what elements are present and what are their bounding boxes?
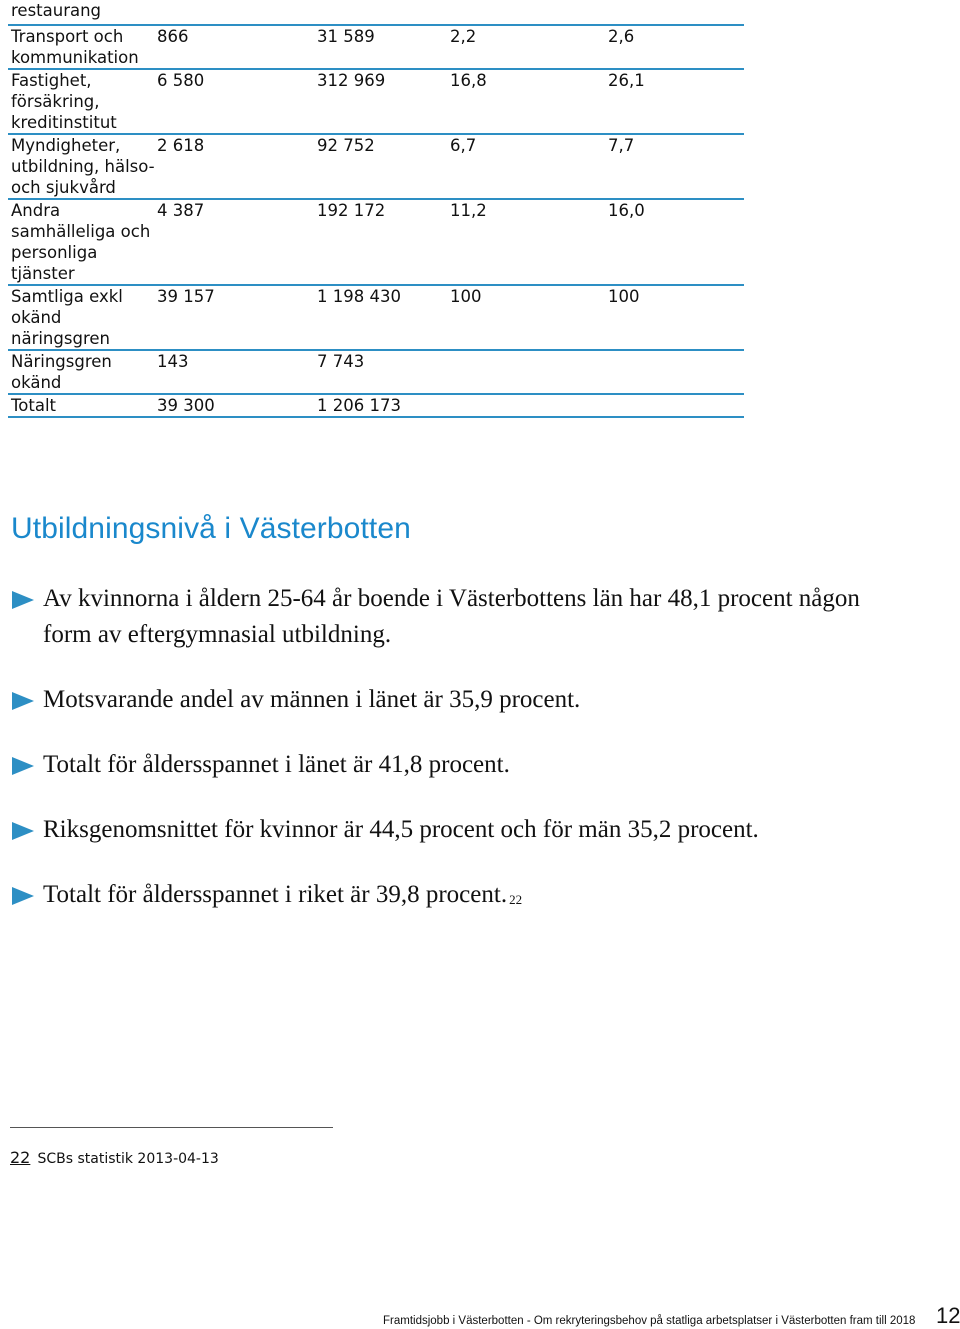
cell-pct-b: 100: [608, 285, 744, 350]
section-heading: Utbildningsnivå i Västerbotten: [11, 512, 411, 545]
table-row: [8, 0, 744, 25]
row-label: Fastighet, försäkring, kreditinstitut: [8, 69, 157, 134]
row-label: restaurang: [8, 0, 157, 25]
cell-pct-a: [450, 350, 608, 394]
cell-total: 312 969: [317, 69, 450, 134]
cell-count: 39 300: [157, 394, 317, 417]
table-row: [8, 285, 744, 350]
cell-count: 2 618: [157, 134, 317, 199]
triangle-bullet-icon: [12, 757, 34, 775]
cell-total: 1 206 173: [317, 394, 450, 417]
bullet-text: Totalt för åldersspannet i riket är 39,8 procent.: [43, 881, 508, 908]
bullet-item: [12, 581, 912, 653]
bullet-text: Riksgenomsnittet för kvinnor är 44,5 procent och för män 35,2 procent.: [43, 816, 759, 843]
table-row: [8, 69, 744, 134]
cell-pct-b: 7,7: [608, 134, 744, 199]
page-footer: Framtidsjobb i Västerbotten - Om rekryteringsbehov på statliga arbetsplatser i Västerbotten fram till 2018: [383, 1315, 916, 1327]
cell-count: 4 387: [157, 199, 317, 285]
table-row: [8, 134, 744, 199]
cell-total: 92 752: [317, 134, 450, 199]
bullet-item: [12, 877, 912, 916]
bullet-text: Av kvinnorna i åldern 25-64 år boende i Västerbottens län har 48,1 procent någon form av eftergymnasial utbildning.: [43, 585, 860, 648]
footnote-text: SCBs statistik 2013-04-13: [37, 1151, 219, 1167]
row-label: Näringsgren okänd: [8, 350, 157, 394]
row-label: Samtliga exkl okänd näringsgren: [8, 285, 157, 350]
cell-total: 31 589: [317, 25, 450, 69]
footnote-reference[interactable]: 22: [509, 892, 523, 907]
cell-pct-b: 2,6: [608, 25, 744, 69]
cell-count: 866: [157, 25, 317, 69]
page-number: 12: [936, 1303, 960, 1328]
bullet-text: Totalt för åldersspannet i länet är 41,8 procent.: [43, 751, 510, 778]
bullet-item: [12, 747, 912, 783]
footnote: [10, 1148, 219, 1167]
cell-pct-b: [608, 350, 744, 394]
cell-pct-a: 16,8: [450, 69, 608, 134]
triangle-bullet-icon: [12, 822, 34, 840]
cell-count: 6 580: [157, 69, 317, 134]
table-row: [8, 394, 744, 417]
industry-table: [8, 0, 744, 418]
triangle-bullet-icon: [12, 887, 34, 905]
cell-pct-b: 26,1: [608, 69, 744, 134]
table-row: [8, 199, 744, 285]
cell-pct-a: 100: [450, 285, 608, 350]
footnote-divider: [10, 1127, 333, 1128]
triangle-bullet-icon: [12, 692, 34, 710]
cell-pct-a: 2,2: [450, 25, 608, 69]
row-label: Myndigheter, utbildning, hälso- och sjukvård: [8, 134, 157, 199]
bullet-item: [12, 812, 912, 848]
cell-count: 143: [157, 350, 317, 394]
cell-total: 1 198 430: [317, 285, 450, 350]
cell-pct-a: [450, 394, 608, 417]
cell-total: 192 172: [317, 199, 450, 285]
row-label: Andra samhälleliga och personliga tjänster: [8, 199, 157, 285]
cell-pct-b: 16,0: [608, 199, 744, 285]
table-row: [8, 350, 744, 394]
bullet-text: Motsvarande andel av männen i länet är 35,9 procent.: [43, 686, 581, 713]
footnote-number: 22: [10, 1148, 31, 1167]
cell-total: 7 743: [317, 350, 450, 394]
row-label: Totalt: [8, 394, 157, 417]
triangle-bullet-icon: [12, 591, 34, 609]
cell-pct-a: 11,2: [450, 199, 608, 285]
cell-count: 39 157: [157, 285, 317, 350]
row-label: Transport och kommunikation: [8, 25, 157, 69]
cell-pct-b: [608, 394, 744, 417]
cell-pct-a: 6,7: [450, 134, 608, 199]
table-row: [8, 25, 744, 69]
bullet-item: [12, 682, 912, 718]
